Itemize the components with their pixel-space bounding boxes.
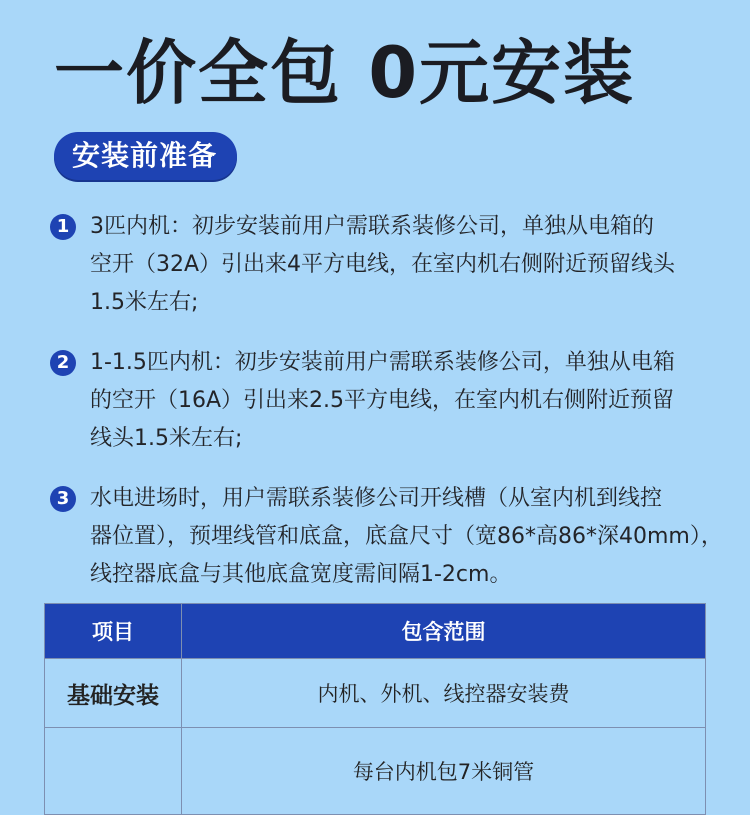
note-1-line-3: 1.5米左右; <box>90 290 199 315</box>
note-1-line-1: 3匹内机：初步安装前用户需联系装修公司，单独从电箱的 <box>90 214 654 239</box>
cell-project: 基础安装 <box>45 659 182 728</box>
note-1-line-2: 空开（32A）引出来4平方电线，在室内机右侧附近预留线头 <box>90 252 676 277</box>
scope-table <box>44 603 706 815</box>
header-project: 项目 <box>45 604 182 659</box>
table-row <box>45 659 706 728</box>
note-2-line-3: 线头1.5米左右; <box>90 426 243 451</box>
note-item <box>50 208 730 322</box>
section-badge: 安装前准备 <box>54 132 237 180</box>
number-1-icon: 1 <box>50 214 76 240</box>
header-scope: 包含范围 <box>182 604 706 659</box>
notes-list <box>50 208 730 616</box>
table-header-row <box>45 604 706 659</box>
cell-scope: 每台内机包7米铜管 <box>182 728 706 815</box>
page-title: 一价全包 0元安装 <box>54 32 636 114</box>
note-2-line-1: 1-1.5匹内机：初步安装前用户需联系装修公司，单独从电箱 <box>90 350 675 375</box>
number-2-icon: 2 <box>50 350 76 376</box>
table-row <box>45 728 706 815</box>
note-item <box>50 480 730 594</box>
cell-scope: 内机、外机、线控器安装费 <box>182 659 706 728</box>
note-3-line-2: 器位置），预埋线管和底盒，底盒尺寸（宽86*高86*深40mm）， <box>90 524 723 549</box>
number-3-icon: 3 <box>50 486 76 512</box>
note-3-line-1: 水电进场时，用户需联系装修公司开线槽（从室内机到线控 <box>90 486 663 511</box>
note-item <box>50 344 730 458</box>
note-3-line-3: 线控器底盒与其他底盒宽度需间隔1-2cm。 <box>90 562 512 587</box>
cell-project <box>45 728 182 815</box>
note-2-line-2: 的空开（16A）引出来2.5平方电线，在室内机右侧附近预留 <box>90 388 675 413</box>
